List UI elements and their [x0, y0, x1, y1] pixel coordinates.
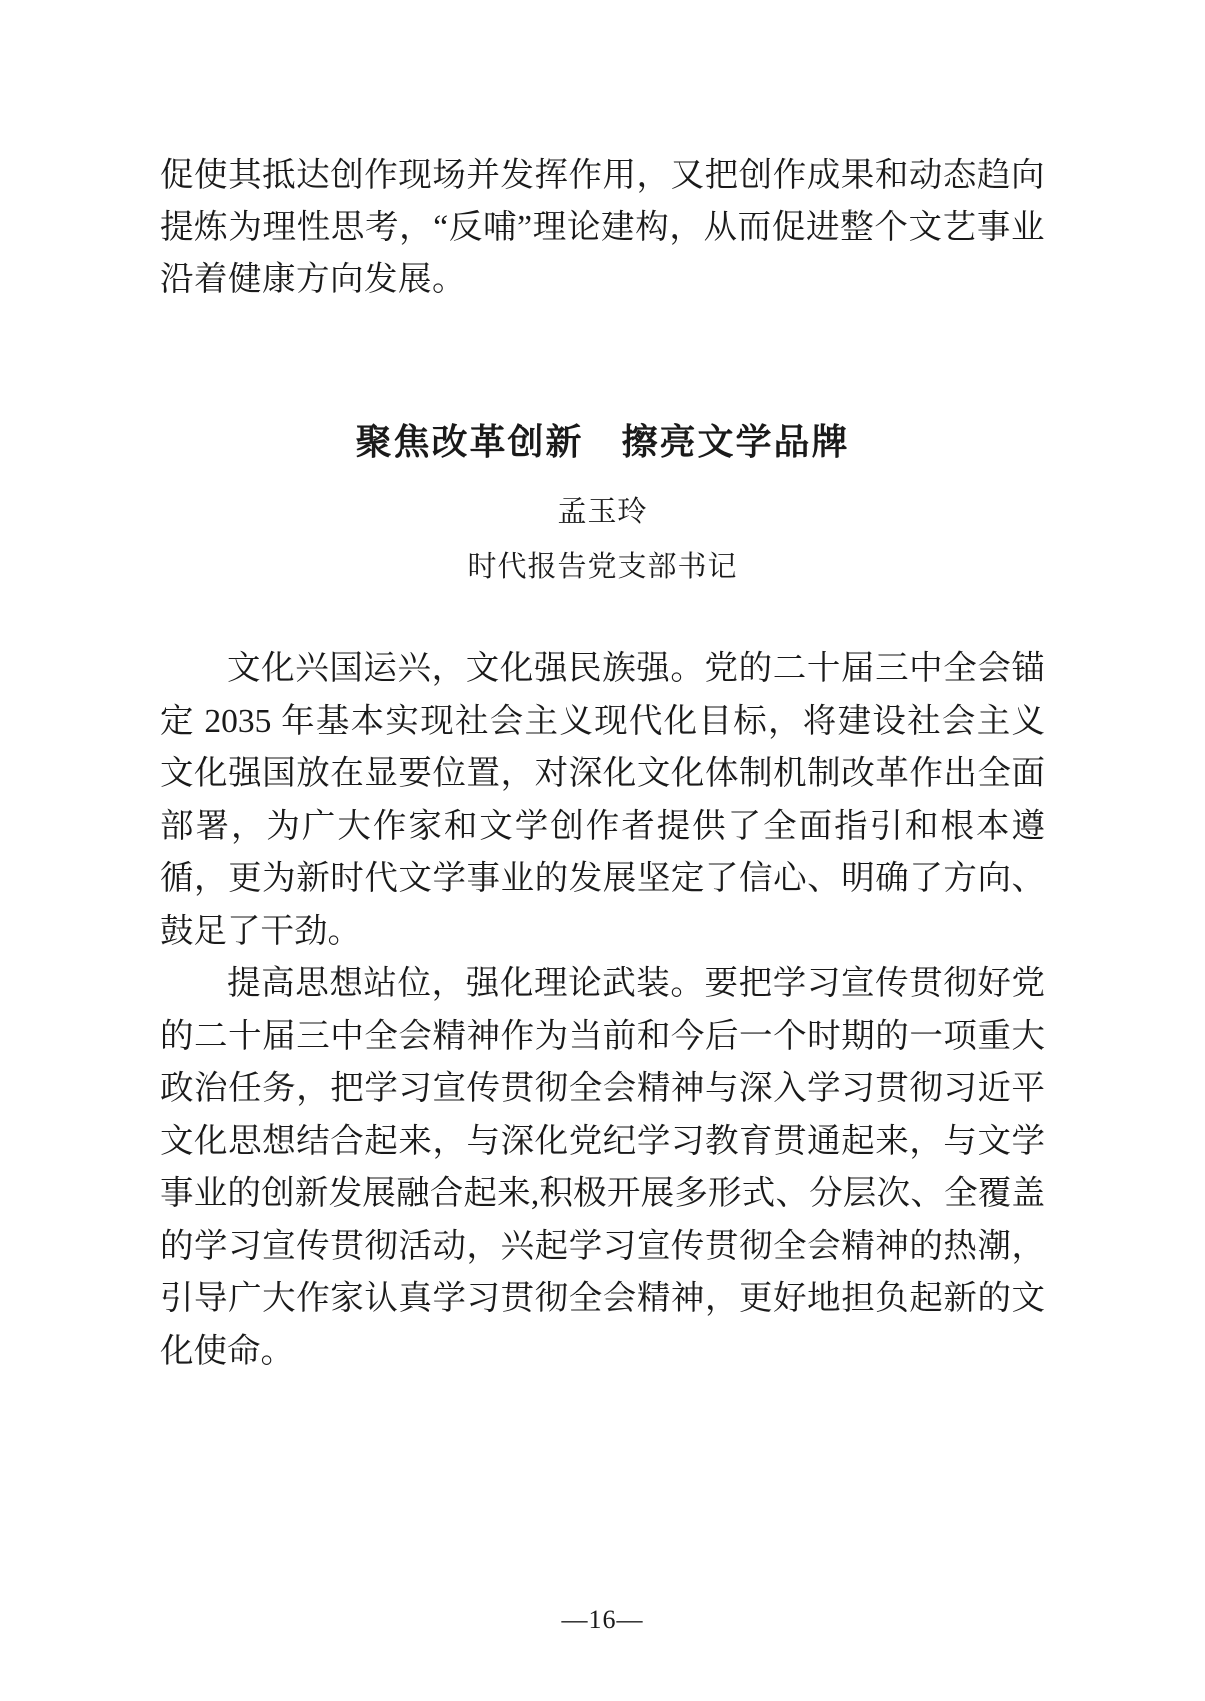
continued-paragraph: 促使其抵达创作现场并发挥作用，又把创作成果和动态趋向提炼为理性思考，“反哺”理论建构，从而促进整个文艺事业沿着健康方向发展。	[160, 157, 1045, 298]
article-author-title: 时代报告党支部书记	[467, 551, 738, 583]
article-author: 孟玉玲	[557, 496, 648, 528]
article-paragraph: 提高思想站位，强化理论武装。要把学习宣传贯彻好党的二十届三中全会精神作为当前和今后一个时期的一项重大政治任务，把学习宣传贯彻全会精神与深入学习贯彻习近平文化思想结合起来，与深化党纪学习教育贯通起来，与文学事业的创新发展融合起来,积极开展多形式、分层次、全覆盖的学习宣传贯彻活动，兴起学习宣传贯彻全会精神的热潮，引导广大作家认真学习贯彻全会精神，更好地担负起新的文化使命。	[160, 965, 1045, 1370]
article-body	[160, 643, 1045, 1378]
article-paragraph: 文化兴国运兴，文化强民族强。党的二十届三中全会锚定 2035 年基本实现社会主义现代化目标，将建设社会主义文化强国放在显要位置，对深化文化体制机制改革作出全面部署，为广大作家和文学创作者提供了全面指引和根本遵循，更为新时代文学事业的发展坚定了信心、明确了方向、鼓足了干劲。	[160, 650, 1045, 950]
article-title: 聚焦改革创新 擦亮文学品牌	[355, 422, 850, 462]
page-number: —16—	[561, 1605, 644, 1634]
